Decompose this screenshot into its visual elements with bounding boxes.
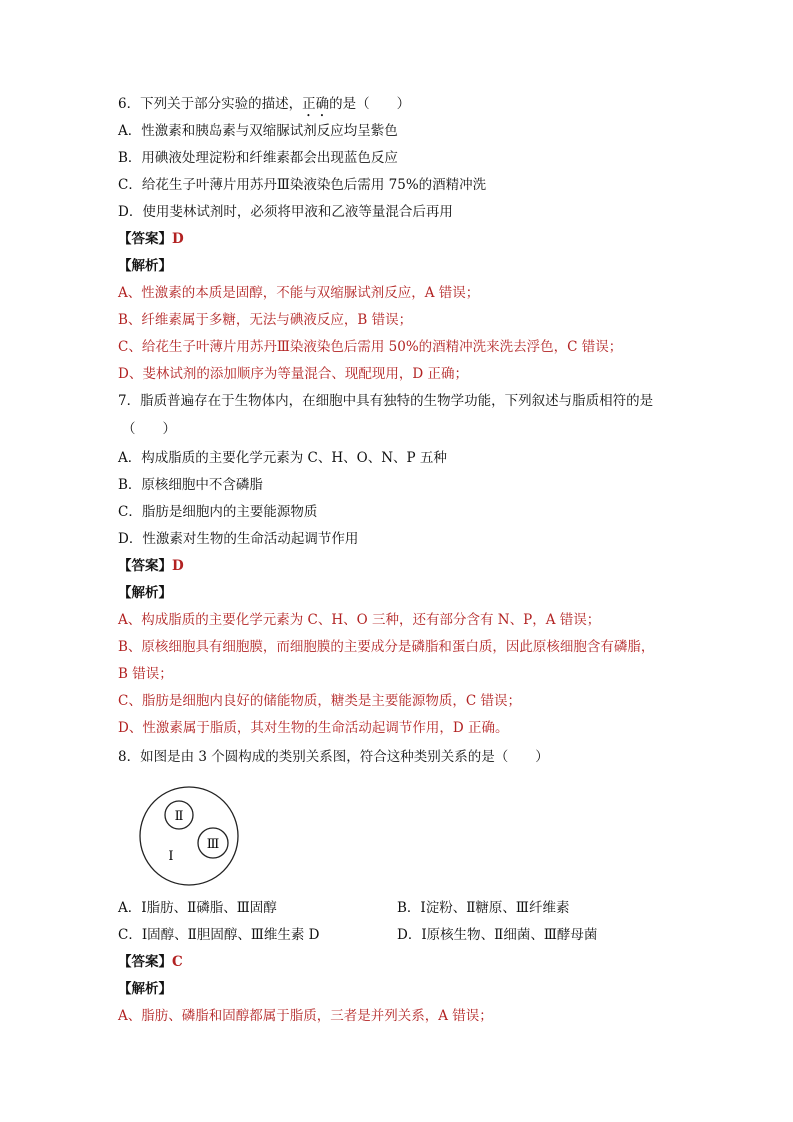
label-circle-3: Ⅲ — [206, 837, 220, 852]
q8-option-b: B．Ⅰ淀粉、Ⅱ糖原、Ⅲ纤维素 — [397, 900, 570, 916]
q6-analysis-d: D、斐林试剂的添加顺序为等量混合、现配现用，D 正确； — [118, 366, 468, 382]
q6-option-c: C．给花生子叶薄片用苏丹Ⅲ染液染色后需用 75%的酒精冲洗 — [118, 177, 487, 193]
q6-option-a: A．性激素和胰岛素与双缩脲试剂反应均呈紫色 — [118, 123, 398, 139]
q6-stem-part2: 的是（ ） — [329, 96, 411, 112]
q7-stem-line1: 7．脂质普遍存在于生物体内，在细胞中具有独特的生物学功能，下列叙述与脂质相符的是 — [118, 393, 654, 409]
q6-analysis-c: C、给花生子叶薄片用苏丹Ⅲ染液染色后需用 50%的酒精冲洗来洗去浮色，C 错误； — [118, 339, 623, 355]
q7-option-d: D．性激素对生物的生命活动起调节作用 — [118, 531, 359, 547]
q8-answer-value: C — [172, 954, 183, 970]
q8-answer-label: 【答案】 — [118, 954, 172, 970]
q7-analysis-c: C、脂肪是细胞内良好的储能物质，糖类是主要能源物质，C 错误； — [118, 693, 521, 709]
q8-option-c: C．Ⅰ固醇、Ⅱ胆固醇、Ⅲ维生素 D — [118, 927, 320, 943]
q6-stem — [118, 95, 410, 120]
q7-answer — [118, 557, 184, 575]
q8-answer — [118, 953, 183, 971]
q8-option-d: D．Ⅰ原核生物、Ⅱ细菌、Ⅲ酵母菌 — [397, 927, 598, 943]
q7-answer-label: 【答案】 — [118, 558, 172, 574]
q6-analysis-a: A、性激素的本质是固醇，不能与双缩脲试剂反应，A 错误； — [118, 285, 480, 301]
q7-analysis-d: D、性激素属于脂质，其对生物的生命活动起调节作用，D 正确。 — [118, 720, 509, 736]
q6-analysis-label: 【解析】 — [118, 258, 172, 274]
q6-answer-label: 【答案】 — [118, 231, 172, 247]
q8-analysis-a: A、脂肪、磷脂和固醇都属于脂质，三者是并列关系，A 错误； — [118, 1008, 493, 1024]
q8-analysis-label: 【解析】 — [118, 981, 172, 997]
q7-analysis-label: 【解析】 — [118, 585, 172, 601]
q7-answer-value: D — [172, 558, 184, 574]
label-circle-1: Ⅰ — [168, 849, 174, 864]
q8-stem: 8．如图是由 3 个圆构成的类别关系图，符合这种类别关系的是（ ） — [118, 749, 549, 765]
q7-option-b: B．原核细胞中不含磷脂 — [118, 477, 263, 493]
q7-option-a: A．构成脂质的主要化学元素为 C、H、O、N、P 五种 — [118, 450, 447, 466]
q6-option-d: D．使用斐林试剂时，必须将甲液和乙液等量混合后再用 — [118, 204, 453, 220]
outer-circle-1 — [140, 787, 238, 885]
q6-stem-part1: 6．下列关于部分实验的描述， — [118, 96, 303, 112]
label-circle-2: Ⅱ — [174, 809, 184, 824]
q6-answer-value: D — [172, 231, 184, 247]
q6-option-b: B．用碘液处理淀粉和纤维素都会出现蓝色反应 — [118, 150, 398, 166]
q6-analysis-b: B、纤维素属于多糖，无法与碘液反应，B 错误； — [118, 312, 413, 328]
q7-stem-line2: （ ） — [122, 421, 176, 437]
q8-option-a: A．Ⅰ脂肪、Ⅱ磷脂、Ⅲ固醇 — [118, 900, 277, 916]
q6-answer — [118, 230, 184, 248]
q7-analysis-b-cont: B 错误； — [118, 666, 173, 682]
q7-option-c: C．脂肪是细胞内的主要能源物质 — [118, 504, 318, 520]
q7-analysis-a: A、构成脂质的主要化学元素为 C、H、O 三种，还有部分含有 N、P，A 错误； — [118, 612, 601, 628]
q7-analysis-b: B、原核细胞具有细胞膜，而细胞膜的主要成分是磷脂和蛋白质，因此原核细胞含有磷脂， — [118, 639, 655, 655]
q6-stem-emphasis: 正确 — [302, 96, 330, 112]
category-diagram — [137, 784, 241, 888]
